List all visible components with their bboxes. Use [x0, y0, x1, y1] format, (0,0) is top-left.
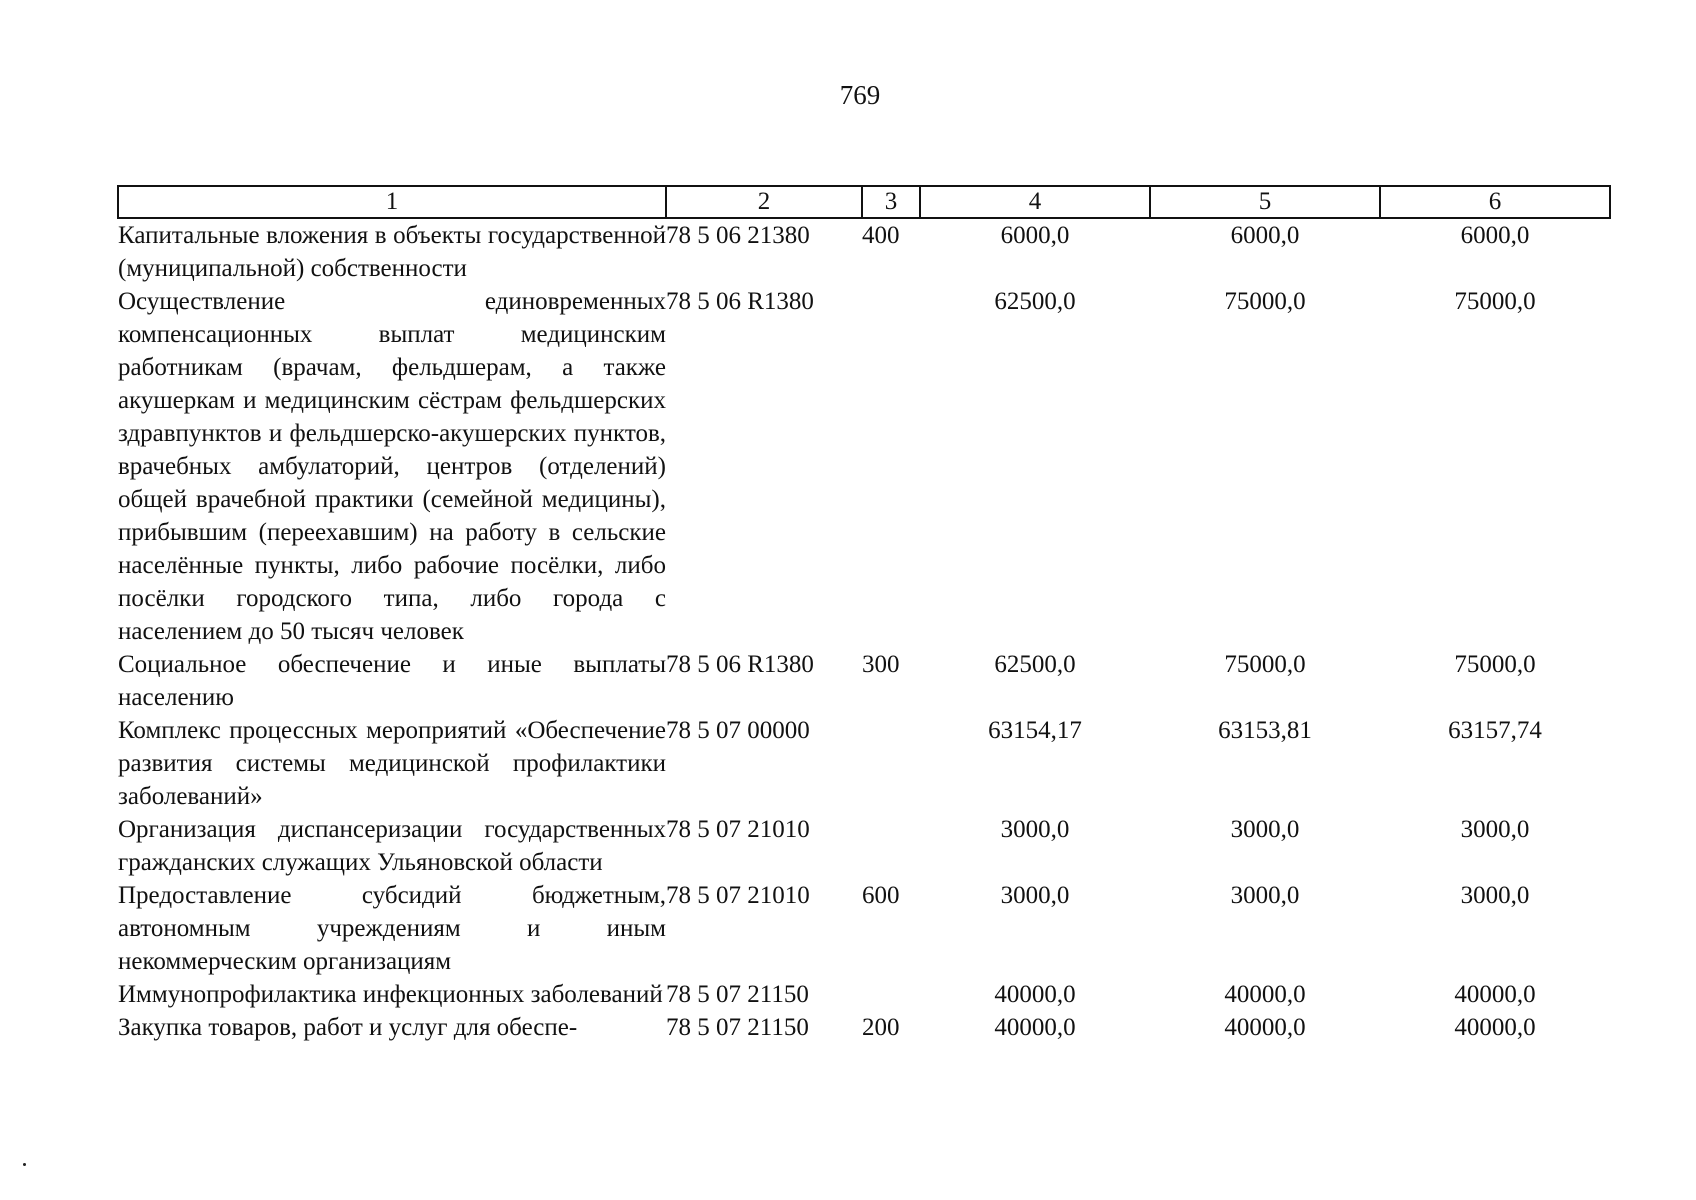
- row-value-4: 40000,0: [994, 1014, 1076, 1041]
- row-value-4: 3000,0: [1000, 882, 1070, 909]
- row-code: 78 5 07 21010: [666, 816, 810, 843]
- row-type: [862, 978, 920, 1011]
- table-row: [118, 879, 1610, 978]
- row-value-5: 6000,0: [1230, 222, 1300, 249]
- row-value-6: 63157,74: [1448, 717, 1542, 744]
- page-number: 769: [839, 80, 881, 110]
- header-col-4: 4: [920, 186, 1150, 218]
- row-type: 300: [862, 651, 900, 678]
- row-value-6: 75000,0: [1454, 651, 1536, 678]
- row-value-4: 40000,0: [994, 981, 1076, 1008]
- table-row: [118, 1011, 1610, 1044]
- row-value-6: 3000,0: [1460, 882, 1530, 909]
- table-row: [118, 813, 1610, 879]
- table-row: [118, 714, 1610, 813]
- row-name: Предоставление субсидий бюджетным, автономным учреждениям и иным некоммерческим организациям: [118, 882, 666, 975]
- row-type: 400: [862, 222, 900, 249]
- row-code: 78 5 07 21150: [666, 1014, 809, 1041]
- scan-speck: [23, 1163, 26, 1166]
- row-value-5: 75000,0: [1224, 651, 1306, 678]
- row-value-5: 3000,0: [1230, 882, 1300, 909]
- row-code: 78 5 06 R1380: [666, 288, 814, 315]
- row-type: [862, 813, 920, 879]
- header-col-6: 6: [1380, 186, 1610, 218]
- row-name: Иммунопрофилактика инфекционных заболеваний: [118, 981, 663, 1008]
- table-row: [118, 218, 1610, 285]
- row-value-5: 40000,0: [1224, 981, 1306, 1008]
- row-value-4: 3000,0: [1000, 816, 1070, 843]
- row-code: 78 5 06 R1380: [666, 651, 814, 678]
- row-code: 78 5 06 21380: [666, 222, 810, 249]
- row-value-5: 75000,0: [1224, 288, 1306, 315]
- table-row: [118, 978, 1610, 1011]
- row-name: Социальное обеспечение и иные выплаты населению: [118, 651, 666, 711]
- row-value-4: 62500,0: [994, 288, 1076, 315]
- header-row: [118, 186, 1610, 218]
- row-value-6: 6000,0: [1460, 222, 1530, 249]
- row-type: [862, 285, 920, 648]
- row-code: 78 5 07 21010: [666, 882, 810, 909]
- row-name: Закупка товаров, работ и услуг для обеспе-: [118, 1014, 578, 1041]
- row-name: Организация диспансеризации государственных гражданских служащих Ульяновской области: [118, 816, 666, 876]
- table-header: [118, 186, 1610, 218]
- header-col-1: 1: [118, 186, 666, 218]
- row-code: 78 5 07 00000: [666, 717, 810, 744]
- row-name: Комплекс процессных мероприятий «Обеспечение развития системы медицинской профилактики заболеваний»: [118, 717, 666, 810]
- row-code: 78 5 07 21150: [666, 981, 809, 1008]
- row-value-6: 40000,0: [1454, 981, 1536, 1008]
- row-value-6: 3000,0: [1460, 816, 1530, 843]
- row-value-5: 40000,0: [1224, 1014, 1306, 1041]
- row-name: Осуществление единовременных компенсационных выплат медицинским работникам (врачам, фельдшерам, а также акушеркам и медицинским сёстрам фельдшерских здравпунктов и фельдшерско-акушерских пунктов, врачебных амбулаторий, центров (отделений) общей врачебной практики (семейной медицины), прибывшим (переехавшим) на работу в сельские населённые пункты, либо рабочие посёлки, либо посёлки городского типа, либо города с населением до 50 тысяч человек: [118, 288, 666, 645]
- table-row: [118, 648, 1610, 714]
- row-value-5: 3000,0: [1230, 816, 1300, 843]
- table-row: [118, 285, 1610, 648]
- row-value-6: 40000,0: [1454, 1014, 1536, 1041]
- row-value-4: 6000,0: [1000, 222, 1070, 249]
- row-value-6: 75000,0: [1454, 288, 1536, 315]
- row-type: [862, 714, 920, 813]
- row-type: 200: [862, 1014, 900, 1041]
- header-col-5: 5: [1150, 186, 1380, 218]
- header-col-2: 2: [666, 186, 862, 218]
- row-name: Капитальные вложения в объекты государственной (муниципальной) собственности: [118, 222, 666, 282]
- row-type: 600: [862, 882, 900, 909]
- row-value-4: 62500,0: [994, 651, 1076, 678]
- table-body: [118, 218, 1610, 1044]
- row-value-5: 63153,81: [1218, 717, 1312, 744]
- header-col-3: 3: [862, 186, 920, 218]
- row-value-4: 63154,17: [988, 717, 1082, 744]
- budget-table: [117, 185, 1611, 1044]
